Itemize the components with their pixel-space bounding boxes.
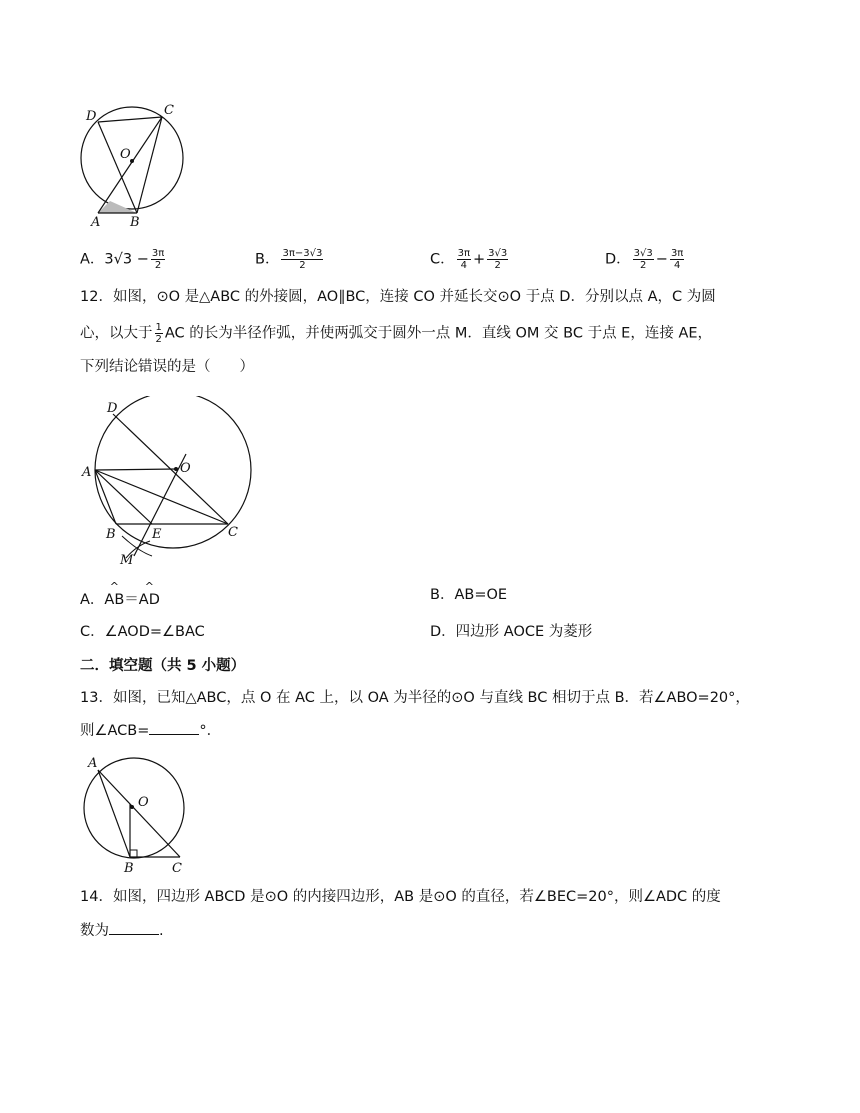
q13-label-b: B <box>124 861 134 876</box>
q11-option-a-label: A． <box>80 251 105 268</box>
q12-label-m: M <box>120 553 134 568</box>
q13-right-angle-mark <box>130 850 137 857</box>
q11-option-b-label: B． <box>255 251 280 268</box>
q12-option-c: C．∠AOD=∠BAC <box>80 624 205 640</box>
q11-figure <box>80 100 190 230</box>
q11-line-ca <box>98 117 162 213</box>
q14-answer-blank <box>109 920 159 935</box>
q11-option-b-frac: $\frac{3\pi-3√3}{2}$ <box>282 248 323 271</box>
q12-label-o: O <box>180 461 191 476</box>
q13-label-c: C <box>172 861 182 876</box>
q14-line-1: 14．如图，四边形 ABCD 是⊙O 的内接四边形，AB 是⊙O 的直径，若∠BEC=20°，则∠ADC 的度 <box>80 889 721 905</box>
q11-option-b <box>255 248 325 271</box>
q11-option-c-frac1: $\frac{3\pi}{4}$ <box>457 248 471 271</box>
q11-option-a-expr: 3√3 − <box>104 251 149 268</box>
q12-label-b: B <box>106 527 116 542</box>
q12-label-c: C <box>228 525 238 540</box>
q13-line-2: 则∠ACB= °． <box>80 720 221 741</box>
q11-line-cb <box>137 117 162 213</box>
q12-line-3: 下列结论错误的是（ ） <box>80 359 254 375</box>
q11-shaded-region <box>98 201 137 213</box>
q14-line-2: 数为 . <box>80 920 164 941</box>
q11-option-d-frac1: $\frac{3√3}{2}$ <box>633 248 653 271</box>
q12-arc-ad: ^ AD <box>138 580 160 608</box>
q11-option-a-frac: $\frac{3\pi}{2}$ <box>151 248 165 271</box>
q11-option-d-label: D． <box>605 251 631 268</box>
q13-label-o: O <box>138 795 149 810</box>
q12-line-ao <box>95 469 176 470</box>
q12-option-b: B．AB=OE <box>430 587 508 603</box>
q11-option-a <box>80 248 167 271</box>
q11-label-c: C <box>164 103 174 118</box>
q12-option-a: A． ^ AB＝ ^ AD <box>80 580 160 608</box>
q11-label-a: A <box>91 215 101 230</box>
q13-label-a: A <box>88 756 98 771</box>
q13-line-ac <box>98 770 180 857</box>
q12-line-ae <box>95 470 152 524</box>
q12-label-d: D <box>107 401 118 416</box>
q12-label-e: E <box>152 527 162 542</box>
q12-option-d: D．四边形 AOCE 为菱形 <box>430 624 593 640</box>
q12-figure <box>78 396 258 568</box>
q13-line-ab <box>98 770 130 857</box>
q13-center-point <box>130 805 134 809</box>
q11-option-d: D． $\frac{3√3}{2}$ − $\frac{3\pi}{4}$ <box>605 248 684 271</box>
q13-answer-blank <box>149 720 199 735</box>
q11-label-b: B <box>130 215 140 230</box>
q11-line-db <box>98 122 137 213</box>
section-title-fill-blank: 二．填空题（共 5 小题） <box>80 658 246 674</box>
q12-arc-ab: ^ AB <box>104 580 125 608</box>
q13-figure <box>80 752 190 877</box>
q11-option-c-frac2: $\frac{3√3}{2}$ <box>488 248 508 271</box>
q11-line-dc <box>98 117 162 122</box>
q12-center-point <box>174 467 178 471</box>
q11-option-c: C． $\frac{3\pi}{4}$ + $\frac{3√3}{2}$ <box>430 248 508 271</box>
q12-label-a: A <box>82 465 92 480</box>
q11-label-d: D <box>86 109 97 124</box>
q12-line-ab <box>95 470 116 524</box>
q11-option-d-frac2: $\frac{3\pi}{4}$ <box>670 248 684 271</box>
q12-line-2: 心，以大于 $\frac{1}{2}$ AC 的长为半径作弧，并使两弧交于圆外一点 M．直线 OM 交 BC 于点 E，连接 AE， <box>80 322 713 345</box>
q11-label-o: O <box>120 147 131 162</box>
q12-line-1: 12．如图，⊙O 是△ABC 的外接圆，AO∥BC，连接 CO 并延长交⊙O 于点 D．分别以点 A，C 为圆 <box>80 289 716 305</box>
q12-half-frac: $\frac{1}{2}$ <box>155 322 162 345</box>
q13-line-1: 13．如图，已知△ABC，点 O 在 AC 上，以 OA 为半径的⊙O 与直线 BC 相切于点 B．若∠ABO=20°， <box>80 690 750 706</box>
q12-line-ac <box>95 470 228 524</box>
q11-option-c-label: C． <box>430 251 455 268</box>
